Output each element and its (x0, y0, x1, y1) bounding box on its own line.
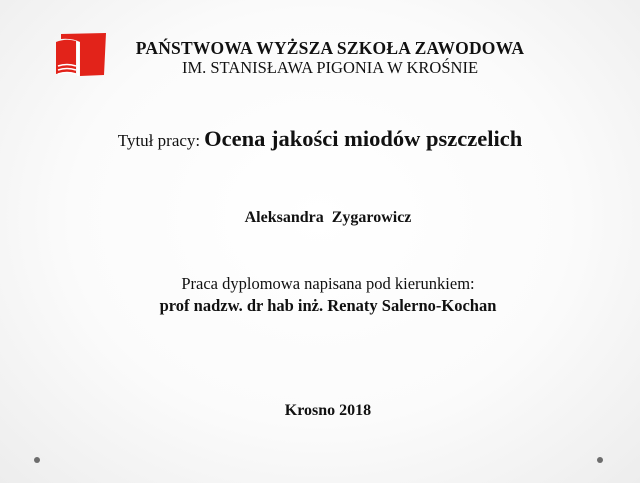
supervisor-intro: Praca dyplomowa napisana pod kierunkiem: (181, 274, 475, 293)
open-book-logo-icon (52, 30, 108, 78)
institution-name: PAŃSTWOWA WYŻSZA SZKOŁA ZAWODOWA (135, 38, 525, 58)
thesis-title-row (0, 126, 640, 152)
author-name: Aleksandra Zygarowicz (244, 209, 412, 226)
supervisor-name: prof nadzw. dr hab inż. Renaty Salerno-Kochan (159, 296, 497, 315)
thesis-title-label: Tytuł pracy: (117, 131, 201, 150)
place-year: Krosno 2018 (284, 402, 372, 419)
institution-header (120, 38, 540, 78)
corner-dot-left (34, 457, 40, 463)
thesis-title: Ocena jakości miodów pszczelich (204, 126, 523, 151)
corner-dot-right (597, 457, 603, 463)
institution-subtitle: IM. STANISŁAWA PIGONIA W KROŚNIE (181, 58, 479, 77)
